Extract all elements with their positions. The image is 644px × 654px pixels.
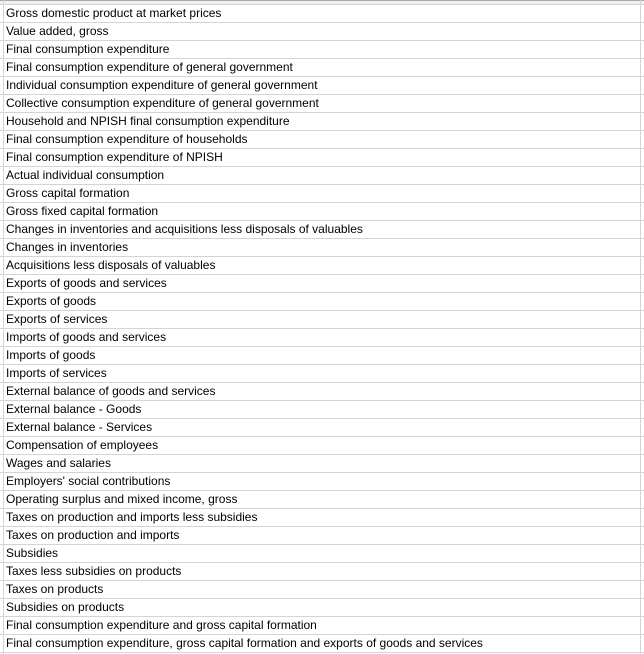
list-item[interactable]: Subsidies on products — [0, 599, 644, 617]
list-item[interactable]: External balance of goods and services — [0, 383, 644, 401]
list-item[interactable]: Taxes less subsidies on products — [0, 563, 644, 581]
list-item[interactable]: Exports of goods and services — [0, 275, 644, 293]
list-item[interactable]: Collective consumption expenditure of general government — [0, 95, 644, 113]
list-item[interactable]: External balance - Services — [0, 419, 644, 437]
list-item[interactable]: Gross domestic product at market prices — [0, 5, 644, 23]
list-item[interactable]: Employers' social contributions — [0, 473, 644, 491]
list-item[interactable]: Operating surplus and mixed income, gross — [0, 491, 644, 509]
column-gridline-right — [640, 0, 641, 654]
list-item[interactable]: Exports of goods — [0, 293, 644, 311]
list-item[interactable]: Final consumption expenditure, gross capital formation and exports of goods and services — [0, 635, 644, 653]
list-item[interactable]: Final consumption expenditure of households — [0, 131, 644, 149]
list-item[interactable]: Subsidies — [0, 545, 644, 563]
list-item[interactable]: Final consumption expenditure — [0, 41, 644, 59]
list-item[interactable]: Taxes on products — [0, 581, 644, 599]
list-item[interactable]: Imports of goods and services — [0, 329, 644, 347]
list-item[interactable]: Imports of goods — [0, 347, 644, 365]
list-item[interactable]: External balance - Goods — [0, 401, 644, 419]
list-item[interactable]: Taxes on production and imports less subsidies — [0, 509, 644, 527]
list-item[interactable]: Individual consumption expenditure of general government — [0, 77, 644, 95]
list-item[interactable]: Exports of services — [0, 311, 644, 329]
list-item[interactable]: Final consumption expenditure of NPISH — [0, 149, 644, 167]
list-item[interactable]: Actual individual consumption — [0, 167, 644, 185]
list-item[interactable]: Acquisitions less disposals of valuables — [0, 257, 644, 275]
list-item[interactable]: Taxes on production and imports — [0, 527, 644, 545]
list-item[interactable]: Final consumption expenditure and gross capital formation — [0, 617, 644, 635]
list-item[interactable]: Compensation of employees — [0, 437, 644, 455]
list-item[interactable]: Gross fixed capital formation — [0, 203, 644, 221]
list-item[interactable]: Imports of services — [0, 365, 644, 383]
list-item[interactable]: Value added, gross — [0, 23, 644, 41]
list-item[interactable]: Household and NPISH final consumption expenditure — [0, 113, 644, 131]
column-gridline-left — [3, 0, 4, 654]
list-item[interactable]: Gross capital formation — [0, 185, 644, 203]
list-item[interactable]: Changes in inventories — [0, 239, 644, 257]
list-item[interactable]: Changes in inventories and acquisitions less disposals of valuables — [0, 221, 644, 239]
list-item[interactable]: Final consumption expenditure of general government — [0, 59, 644, 77]
list-item[interactable]: Wages and salaries — [0, 455, 644, 473]
indicator-row-list — [0, 5, 644, 653]
